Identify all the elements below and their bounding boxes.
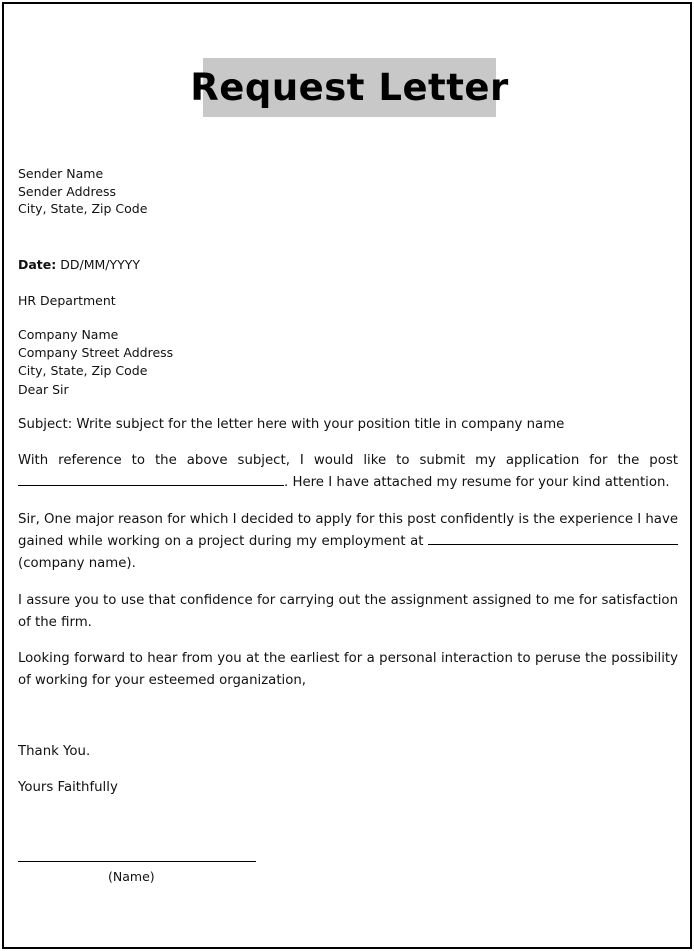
sender-name: Sender Name [18,166,104,181]
signature-line [18,861,256,862]
sender-city-state-zip: City, State, Zip Code [18,201,148,216]
p4-text: Looking forward to hear from you at the earliest for a personal interaction to peruse the possibility of working for your esteemed organization, [18,651,678,688]
p1-text-start: With reference to the above subject, I would like to submit my application for the post [18,453,678,468]
p2-text-end: (company name). [18,556,136,571]
body-paragraph-2 [18,509,678,575]
recipient-department: HR Department [18,293,116,308]
post-blank [18,474,284,486]
body-paragraph-1 [18,450,678,494]
company-blank [428,533,678,545]
p3-text: I assure you to use that confidence for carrying out the assignment assigned to me for satisfaction of the firm. [18,593,678,630]
date-label: Date: [18,257,57,272]
sender-address: Sender Address [18,184,117,199]
salutation: Dear Sir [18,382,69,397]
title-banner [190,58,509,117]
recipient-company-name: Company Name [18,327,119,342]
p2-text-start: Sir, One major reason for which I decided to apply for this post confidently is the experience I have gained while working on a project during my employment at [18,512,678,549]
body-paragraph-4 [18,648,678,692]
letter-page [2,2,692,949]
recipient-city-state-zip: City, State, Zip Code [18,363,148,378]
name-caption: (Name) [108,869,155,884]
recipient-street-address: Company Street Address [18,345,174,360]
sign-off: Yours Faithfully [18,780,118,795]
thank-you: Thank You. [18,744,91,759]
date-value: DD/MM/YYYY [60,257,141,272]
body-paragraph-3 [18,590,678,634]
p1-text-end: . Here I have attached my resume for your kind attention. [284,475,670,490]
subject-line: Subject: Write subject for the letter here with your position title in company name [18,417,565,432]
page-title: Request Letter [190,66,509,109]
date-line [18,256,140,274]
